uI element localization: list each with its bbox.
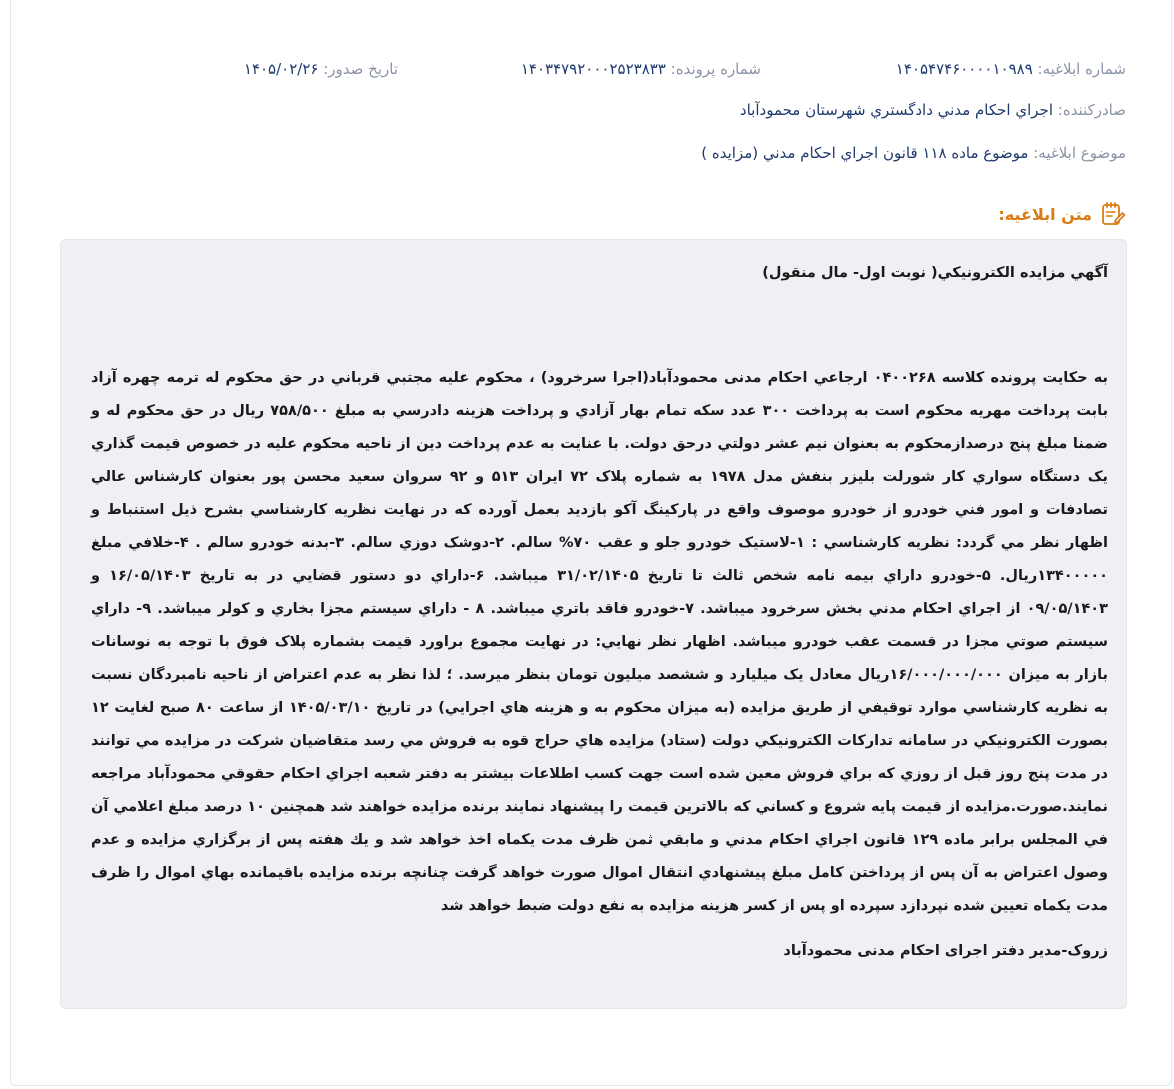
notice-number-label: شماره ابلاغیه: (1037, 60, 1126, 78)
issuer-label: صادرکننده: (1057, 101, 1126, 119)
issuer-value: اجراي احكام مدني دادگستري شهرستان محمودآباد (739, 101, 1053, 119)
notice-text-heading (998, 200, 1126, 228)
case-number-label: شماره پرونده: (670, 60, 761, 78)
meta-row-issuer (48, 98, 1126, 122)
notice-body: به حكايت پرونده كلاسه ۰۴۰۰۲۶۸ ارجاعي احكام مدنی محمودآباد(اجرا سرخرود) ، محكوم عليه مجتبي قرباني در حق محكوم له ترمه چهره آزاد بابت پرداخت مهريه محكوم است به پرداخت ۳۰۰ عدد سکه تمام بهار آزادي و پرداخت هزينه دادرسي به مبلغ ۷۵۸/۵۰۰ ريال در حق محكوم له و ضمنا مبلغ پنج درصدازمحكوم به بعنوان نيم عشر دولتي درحق دولت. با عنايت به عدم پرداخت دين از ناحيه محكوم عليه در خصوص قيمت گذاري يک دستگاه سواري كار شورلت بليزر بنفش مدل ۱۹۷۸ به شماره پلاک ۷۲ ايران ۵۱۳ و ۹۲ سروان سعيد محسن پور بعنوان كارشناس عالي تصادفات و امور فني خودرو از خودرو موصوف واقع در پاركينگ آكو بازديد بعمل آورده كه در نهايت نظريه كارشناسي بشرح ذيل استنباط و اظهار نظر مي گردد: نظريه كارشناسي : ۱-لاستيک خودرو جلو و عقب ۷۰% سالم. ۲-دوشک دوزي سالم. ۳-بدنه خودرو سالم . ۴-خلافي مبلغ ۱۳۴۰۰۰۰۰ريال. ۵-خودرو داراي بيمه نامه شخص ثالث تا تاريخ ۳۱/۰۲/۱۴۰۵ ميباشد. ۶-داراي دو دستور قضايي در به تاريخ ۱۶/۰۵/۱۴۰۳ و ۰۹/۰۵/۱۴۰۳ از اجراي احكام مدني بخش سرخرود ميباشد. ۷-خودرو فاقد باتري ميباشد. ۸ - داراي سيستم مجزا بخاري و كولر ميباشد. ۹- داراي سيستم صوتي مجزا در قسمت عقب خودرو ميباشد. اظهار نظر نهايي: در نهايت مجموع براورد قيمت بشماره پلاک فوق با توجه به نوسانات بازار به ميزان ۱۶/۰۰۰/۰۰۰/۰۰۰ريال معادل يک ميليارد و ششصد ميليون تومان بنظر ميرسد. ؛ لذا نظر به عدم اعتراض از ناحيه نامبردگان نسبت به نظريه كارشناسي موارد توقيفي از طريق مزايده (به ميزان محكوم به و هزينه هاي اجرايي) در تاريخ ۱۴۰۵/۰۳/۱۰ از ساعت ۸۰ صبح لغايت ۱۲ بصورت الكترونيكي در سامانه تداركات الكترونيكي دولت (ستاد) مزايده هاي حراج قوه به فروش مي رسد متقاضيان شركت در مزايده مي توانند در مدت پنج روز قبل از روزي كه براي فروش معين شده است جهت كسب اطلاعات بيشتر به دفتر شعبه اجراي احكام حقوقي محمودآباد مراجعه نمايند.صورت.مزايده از قيمت پايه شروع و كساني كه بالاترين قيمت را پيشنهاد نمايند برنده مزايده خواهند شد همچنين ۱۰ درصد مبلغ اعلامي آن في المجلس برابر ماده ۱۲۹ قانون اجراي احكام مدني و مابقي ثمن ظرف مدت يكماه اخذ خواهد شد و يك هفته پس از برگزاري مزايده و عدم وصول اعتراض به آن پس از پرداختن كامل مبلغ پيشنهادي انتقال اموال صورت خواهد گرفت چنانچه برنده مزايده باقيمانده بهاي اموال را ظرف مدت يكماه تعيين شده نپردازد سپرده او پس از كسر هزينه مزايده به نفع دولت ضبط خواهد شد (91, 370, 1109, 914)
subject-value: موضوع ماده ۱۱۸ قانون اجراي احكام مدني (مزايده ) (701, 144, 1029, 162)
notice-number (896, 57, 1126, 81)
issue-date-value: ۱۴۰۵/۰۲/۲۶ (243, 60, 319, 78)
notice-number-value: ۱۴۰۵۴۷۴۶۰۰۰۰۱۰۹۸۹ (895, 60, 1033, 78)
notice-title: آگهي مزايده الكترونيكي( نوبت اول- مال منقول) (762, 265, 1108, 281)
meta-row-numbers (48, 57, 1126, 81)
notice-text-label: متن ابلاغیه: (998, 204, 1092, 224)
subject-label: موضوع ابلاغیه: (1033, 144, 1126, 162)
case-number-value: ۱۴۰۳۴۷۹۲۰۰۰۲۵۲۳۸۳۳ (520, 60, 666, 78)
meta-row-subject (48, 141, 1126, 165)
notice-signature: زروک-مدیر دفتر اجرای احکام مدنی محمودآباد (783, 943, 1108, 959)
issue-date (244, 57, 398, 81)
notice-content-box (60, 239, 1127, 1009)
document-edit-icon (1100, 201, 1126, 227)
case-number (521, 57, 761, 81)
issue-date-label: تاریخ صدور: (323, 60, 398, 78)
